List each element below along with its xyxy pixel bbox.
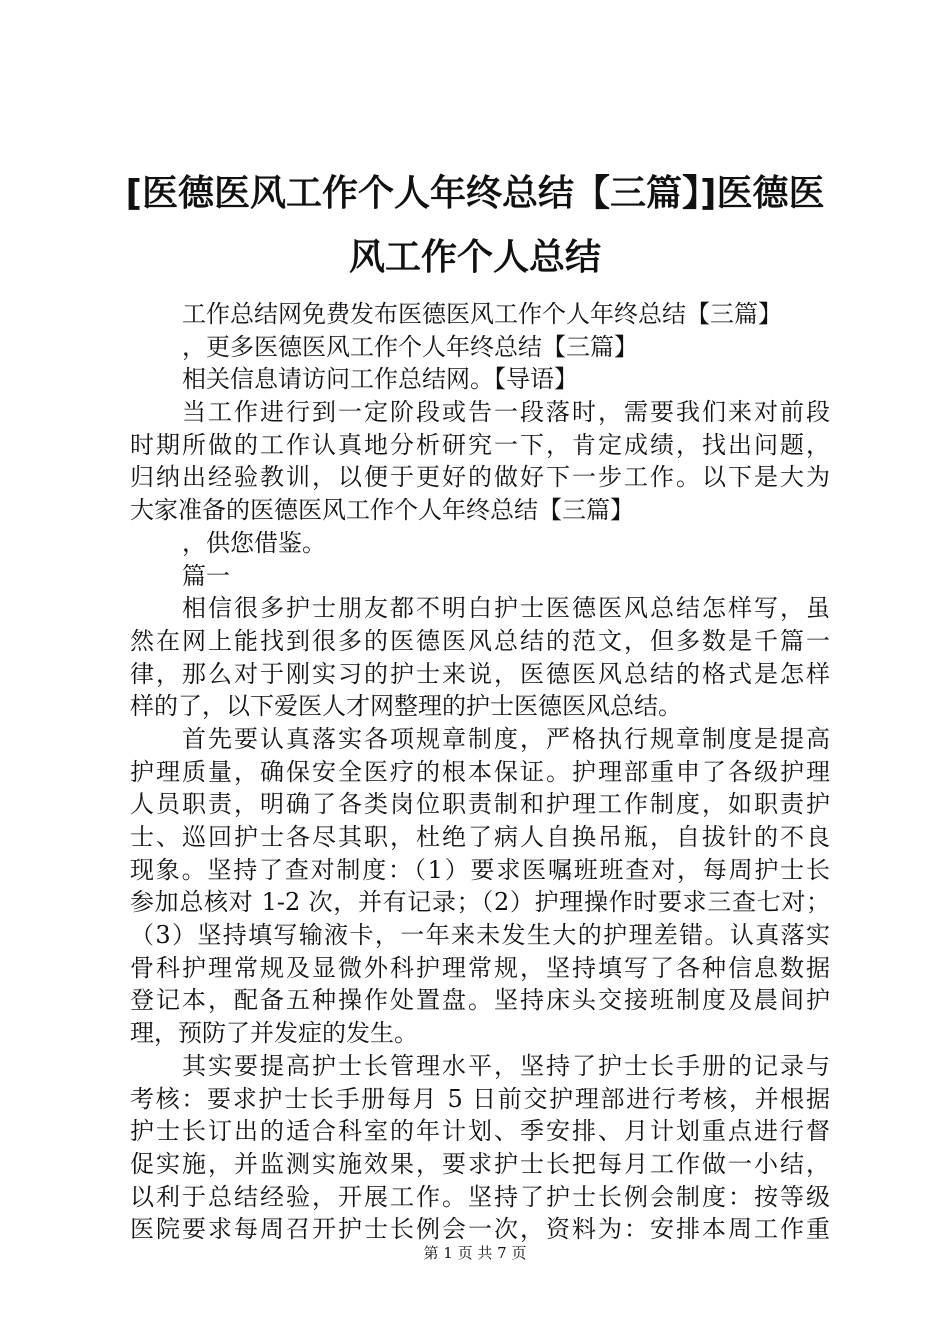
body-line: 样的了，以下爱医人才网整理的护士医德医风总结。 [130,692,682,721]
page-total: 共 7 页 [477,1244,527,1262]
body-line: 首先要认真落实各项规章制度，严格执行规章制度是提高 [182,724,830,753]
page-number: 第 1 页 [423,1244,473,1262]
title-line-1: [医德医风工作个人年终总结【三篇】]医德医 [125,173,825,214]
body-line: 理，预防了并发症的发生。 [130,1019,418,1048]
body-line: 当工作进行到一定阶段或告一段落时，需要我们来对前段 [182,398,830,427]
body-line: 人员职责，明确了各类岗位职责制和护理工作制度，如职责护 [130,790,830,819]
body-line: 登记本，配备五种操作处置盘。坚持床头交接班制度及晨间护 [130,986,830,1015]
body-line: 归纳出经验教训，以便于更好的做好下一步工作。以下是大为 [130,463,830,492]
body-line: 时期所做的工作认真地分析研究一下，肯定成绩，找出问题， [130,430,830,459]
body-line: 考核：要求护士长手册每月 5 日前交护理部进行考核，并根据 [130,1084,830,1113]
body-line: （3）坚持填写输液卡，一年来未发生大的护理差错。认真落实 [130,921,830,950]
document-body [130,298,830,1246]
body-line: 医院要求每周召开护士长例会一次，资料为：安排本周工作重 [130,1215,830,1244]
body-line: 骨科护理常规及显微外科护理常规，坚持填写了各种信息数据 [130,953,830,982]
body-line: 其实要提高护士长管理水平，坚持了护士长手册的记录与 [182,1051,830,1080]
body-line: 相关信息请访问工作总结网。【导语】 [182,365,578,394]
body-line: 护理质量，确保安全医疗的根本保证。护理部重申了各级护理 [130,757,830,786]
document-title [120,162,830,290]
body-line: 然在网上能找到很多的医德医风总结的范文，但多数是千篇一 [130,626,830,655]
body-line: ，供您借鉴。 [182,528,326,557]
body-line: 护士长订出的适合科室的年计划、季安排、月计划重点进行督 [130,1117,830,1146]
body-line: 促实施，并监测实施效果，要求护士长把每月工作做一小结， [130,1149,830,1178]
body-line: ，更多医德医风工作个人年终总结【三篇】 [182,332,638,361]
body-line: 大家准备的医德医风工作个人年终总结【三篇】 [130,496,634,525]
body-line: 律，那么对于刚实习的护士来说，医德医风总结的格式是怎样 [130,659,830,688]
body-line: 士、巡回护士各尽其职，杜绝了病人自换吊瓶，自拔针的不良 [130,823,830,851]
title-line-2: 风工作个人总结 [348,237,601,278]
section-heading: 篇一 [182,561,230,590]
body-line: 以利于总结经验，开展工作。坚持了护士长例会制度：按等级 [130,1182,830,1211]
page-footer [0,1243,950,1263]
body-line: 现象。坚持了查对制度：（1）要求医嘱班班查对，每周护士长 [130,855,830,884]
body-line: 参加总核对 1-2 次，并有记录；（2）护理操作时要求三查七对； [130,888,830,917]
body-line: 相信很多护士朋友都不明白护士医德医风总结怎样写，虽 [182,594,830,623]
body-line: 工作总结网免费发布医德医风工作个人年终总结【三篇】 [182,300,782,328]
